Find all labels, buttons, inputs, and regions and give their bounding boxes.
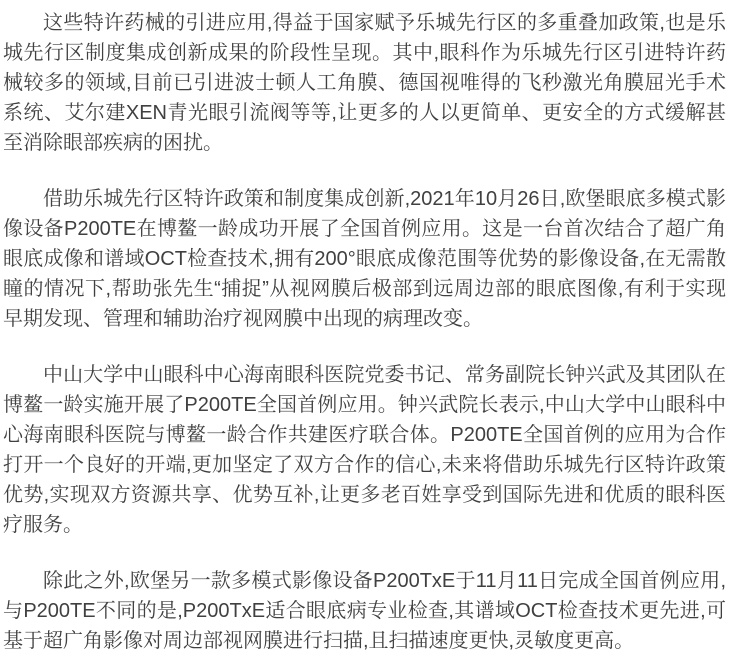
paragraph-policy-overview: 这些特许药械的引进应用,得益于国家赋予乐城先行区的多重叠加政策,也是乐城先行区制度集成创新成果的阶段性呈现。其中,眼科作为乐城先行区引进特许药械较多的领域,目前已引进波士顿人工角膜、德国视唯得的飞秒激光角膜屈光手术系统、艾尔建XEN青光眼引流阀等等,让更多的人以更简单、更安全的方式缓解甚至消除眼部疾病的困扰。 <box>3 12 726 154</box>
paragraph-hospital-cooperation: 中山大学中山眼科中心海南眼科医院党委书记、常务副院长钟兴武及其团队在博鳌一龄实施开展了P200TE全国首例应用。钟兴武院长表示,中山大学中山眼科中心海南眼科医院与博鳌一龄合作共建医疗联合体。P200TE全国首例的应用为合作打开一个良好的开端,更加坚定了双方合作的信心,未来将借助乐城先行区特许政策优势,实现双方资源共享、优势互补,让更多老百姓享受到国际先进和优质的眼科医疗服务。 <box>3 364 726 536</box>
paragraph-p200te-first-use: 借助乐城先行区特许政策和制度集成创新,2021年10月26日,欧堡眼底多模式影像设备P200TE在博鳌一龄成功开展了全国首例应用。这是一台首次结合了超广角眼底成像和谱域OCT检查技术,拥有200°眼底成像范围等优势的影像设备,在无需散瞳的情况下,帮助张先生“捕捉”从视网膜后极部到远周边部的眼底图像,有利于实现早期发现、管理和辅助治疗视网膜中出现的病理改变。 <box>3 188 726 330</box>
paragraph-p200txe-first-use: 除此之外,欧堡另一款多模式影像设备P200TxE于11月11日完成全国首例应用,与P200TE不同的是,P200TxE适合眼底病专业检查,其谱域OCT检查技术更先进,可基于超广角影像对周边部视网膜进行扫描,且扫描速度更快,灵敏度更高。 <box>3 570 726 652</box>
